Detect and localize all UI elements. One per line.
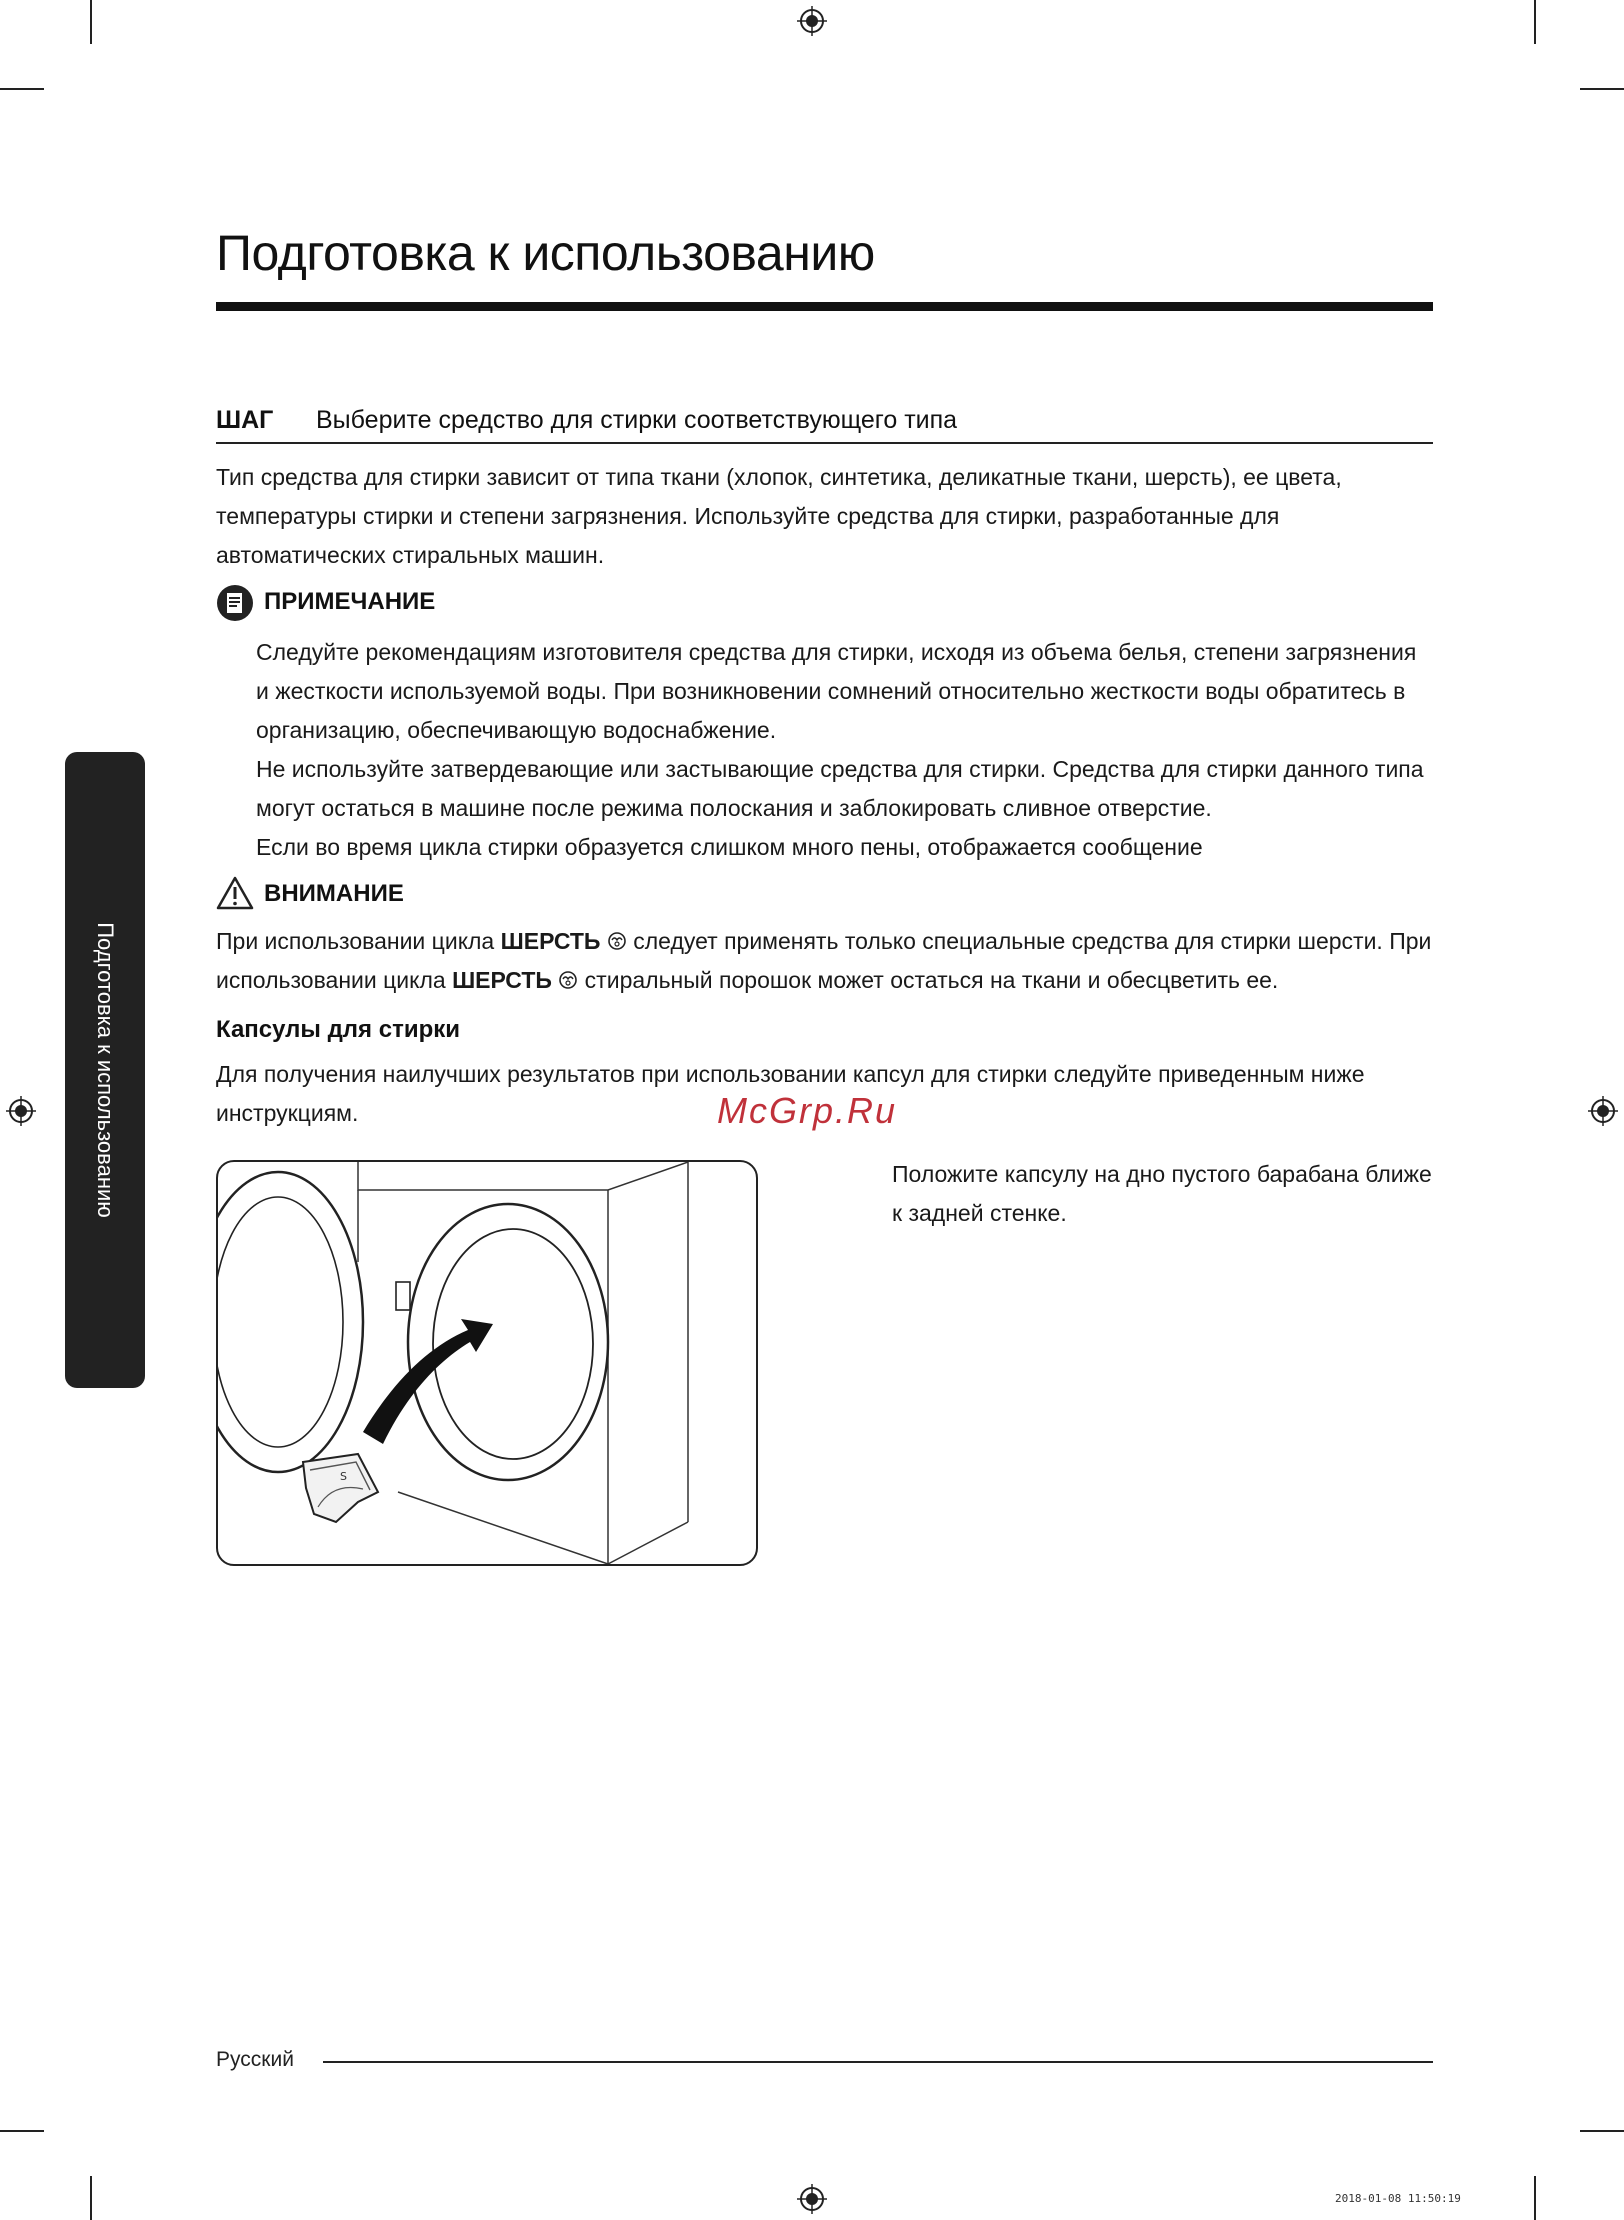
wool-cycle-icon — [607, 931, 627, 951]
footer-rule — [323, 2061, 1433, 2063]
side-tab — [65, 752, 145, 1388]
caution-paragraph — [216, 922, 1446, 1000]
note-line: Следуйте рекомендациям изготовителя средства для стирки, исходя из объема белья, степени загрязнения — [256, 639, 1417, 665]
registration-mark-icon — [1588, 1096, 1618, 1126]
watermark: McGrp.Ru — [717, 1090, 898, 1131]
note-icon — [216, 584, 254, 622]
svg-text:S: S — [340, 1470, 347, 1483]
step-label: ШАГ — [216, 406, 274, 434]
capsule-illustration — [216, 1160, 758, 1566]
intro-line: автоматических стиральных машин. — [216, 542, 605, 568]
crop-mark — [0, 88, 44, 90]
note-line: Если во время цикла стирки образуется слишком много пены, отображается сообщение — [256, 834, 1203, 860]
capsules-line: инструкциям. — [216, 1100, 359, 1126]
capsules-heading: Капсулы для стирки — [216, 1016, 461, 1043]
caption-line: к задней стенке. — [892, 1200, 1067, 1226]
crop-mark — [1580, 88, 1624, 90]
note-heading: ПРИМЕЧАНИЕ — [264, 588, 436, 615]
footer-language: Русский — [216, 2048, 294, 2071]
crop-mark — [1534, 0, 1536, 44]
registration-mark-icon — [797, 2184, 827, 2214]
capsules-line: Для получения наилучших результатов при использовании капсул для стирки следуйте приведенным ниже — [216, 1061, 1365, 1087]
caption-line: Положите капсулу на дно пустого барабана ближе — [892, 1161, 1432, 1187]
note-line: Не используйте затвердевающие или застывающие средства для стирки. Средства для стирки данного типа — [256, 756, 1424, 782]
registration-mark-icon — [797, 6, 827, 36]
note-line: организацию, обеспечивающую водоснабжение. — [256, 717, 777, 743]
title-rule — [216, 302, 1433, 311]
crop-mark — [0, 2130, 44, 2132]
crop-mark — [1534, 2176, 1536, 2220]
wool-cycle-keyword: ШЕРСТЬ — [500, 928, 601, 954]
side-tab-label: Подготовка к использованию — [93, 922, 118, 1218]
caution-heading: ВНИМАНИЕ — [264, 880, 404, 907]
intro-paragraph — [216, 458, 1433, 575]
crop-mark — [90, 0, 92, 44]
note-line: и жесткости используемой воды. При возникновении сомнений относительно жесткости воды обратитесь в — [256, 678, 1406, 704]
warning-triangle-icon — [216, 876, 254, 910]
washing-machine-drawing — [218, 1162, 756, 1564]
intro-line: Тип средства для стирки зависит от типа ткани (хлопок, синтетика, деликатные ткани, шерсть), ее цвета, — [216, 464, 1342, 490]
wool-cycle-keyword: ШЕРСТЬ — [452, 967, 552, 993]
note-line: могут остаться в машине после режима полоскания и заблокировать сливное отверстие. — [256, 795, 1212, 821]
caution-line: использовании цикла ШЕРСТЬ стиральный порошок может остаться на ткани и обесцветить ее. — [216, 967, 1279, 993]
print-info: 2018-01-08 11:50:19 — [1335, 2192, 1461, 2205]
illustration-caption — [892, 1155, 1452, 1233]
crop-mark — [1580, 2130, 1624, 2132]
step-text: Выберите средство для стирки соответствующего типа — [316, 406, 958, 434]
note-paragraph — [256, 633, 1436, 867]
registration-mark-icon — [6, 1096, 36, 1126]
page-title: Подготовка к использованию — [216, 225, 875, 281]
caution-line: При использовании цикла ШЕРСТЬ следует применять только специальные средства для стирки шерсти. При — [216, 928, 1432, 954]
crop-mark — [90, 2176, 92, 2220]
wool-cycle-icon — [558, 970, 578, 990]
step-heading — [216, 404, 1433, 444]
intro-line: температуры стирки и степени загрязнения. Используйте средства для стирки, разработанные для — [216, 503, 1280, 529]
